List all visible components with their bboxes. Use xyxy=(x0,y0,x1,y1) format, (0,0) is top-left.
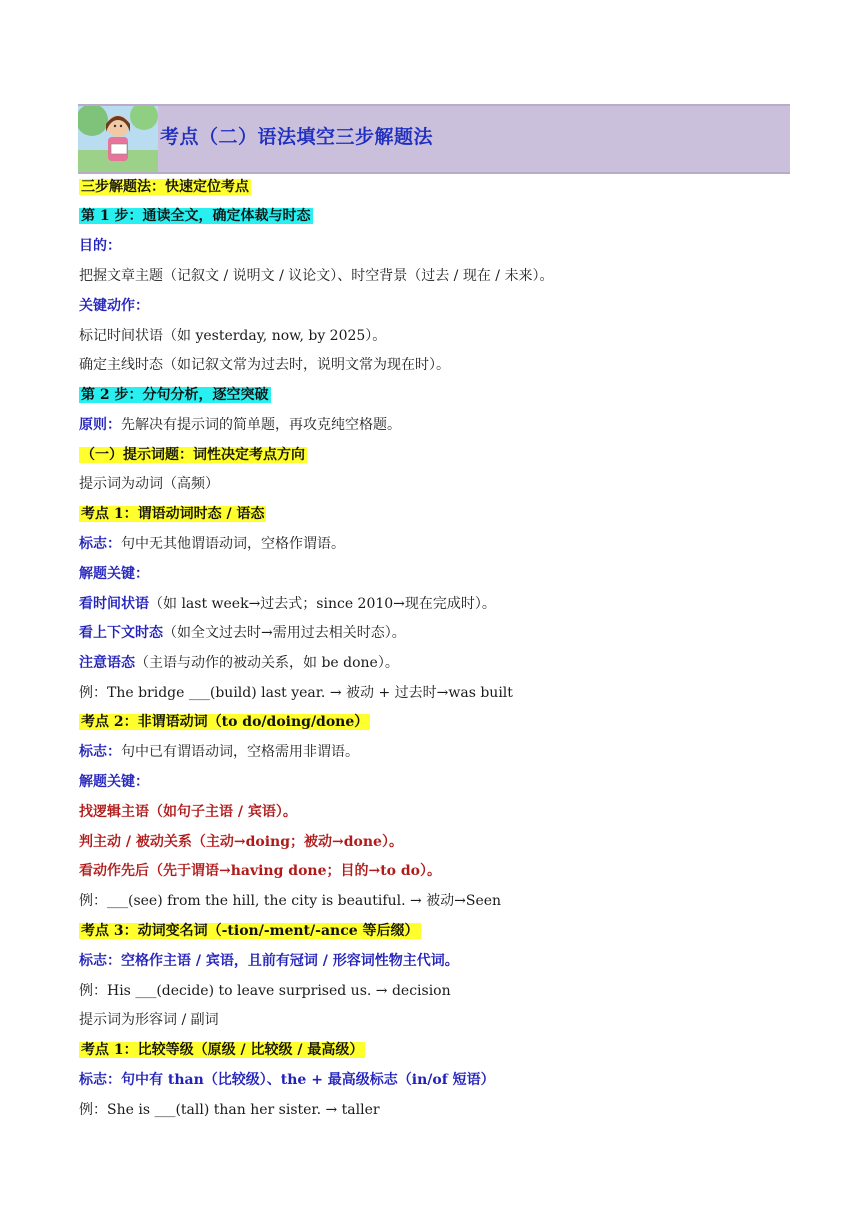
step-2-heading: 第 2 步：分句分析，逐空突破 xyxy=(81,387,269,403)
principle-label: 原则： xyxy=(79,417,121,433)
label-line xyxy=(79,236,121,256)
section-heading xyxy=(79,177,251,197)
point-2-heading: 考点 2：非谓语动词（to do/doing/done） xyxy=(81,714,369,730)
step-1-heading: 第 1 步：通读全文，确定体裁与时态 xyxy=(81,208,311,224)
point-1-heading: 考点 1：谓语动词时态 / 语态 xyxy=(81,506,265,522)
body-text: 提示词为动词（高频） xyxy=(79,476,219,492)
key-item xyxy=(79,594,496,614)
key-item xyxy=(79,623,406,643)
solving-key-label: 解题关键： xyxy=(79,566,149,582)
body-text: 确定主线时态（如记叙文常为过去时，说明文常为现在时）。 xyxy=(79,357,450,373)
hint-word-heading: （一）提示词题：词性决定考点方向 xyxy=(81,447,305,463)
marker-line xyxy=(79,534,345,554)
point-3-heading: 考点 3：动词变名词（-tion/-ment/-ance 等后缀） xyxy=(81,923,419,939)
example-line: 例：The bridge ___(build) last year. → 被动 + 过去时→was built xyxy=(79,685,513,701)
marker-text: 句中无其他谓语动词，空格作谓语。 xyxy=(121,536,345,552)
example-line: 例：His ___(decide) to leave surprised us. → decision xyxy=(79,983,451,999)
label-line xyxy=(79,296,149,316)
key-item-label: 注意语态 xyxy=(79,655,135,671)
point-heading xyxy=(79,504,266,524)
body-text: 提示词为形容词 / 副词 xyxy=(79,1012,219,1028)
key-action-label: 关键动作： xyxy=(79,298,149,314)
marker-line: 标志：空格作主语 / 宾语，且前有冠词 / 形容词性物主代词。 xyxy=(79,953,459,969)
solving-key-label: 解题关键： xyxy=(79,774,149,790)
title-banner xyxy=(78,104,790,174)
key-item: 找逻辑主语（如句子主语 / 宾语）。 xyxy=(79,804,297,820)
point-heading xyxy=(79,712,370,732)
label-line xyxy=(79,772,149,792)
point-heading xyxy=(79,1040,365,1060)
key-item-label: 看时间状语 xyxy=(79,596,149,612)
marker-text: 句中已有谓语动词，空格需用非谓语。 xyxy=(121,744,359,760)
key-item-text: （如 last week→过去式；since 2010→现在完成时）。 xyxy=(149,596,496,612)
principle-text: 先解决有提示词的简单题，再攻克纯空格题。 xyxy=(121,417,401,433)
label-line xyxy=(79,564,149,584)
purpose-label: 目的： xyxy=(79,238,121,254)
marker-label: 标志： xyxy=(79,536,121,552)
method-heading: 三步解题法：快速定位考点 xyxy=(81,179,249,195)
marker-line: 标志：句中有 than（比较级）、the + 最高级标志（in/of 短语） xyxy=(79,1072,495,1088)
example-line: 例：She is ___(tall) than her sister. → taller xyxy=(79,1102,380,1118)
key-item xyxy=(79,653,399,673)
marker-line xyxy=(79,742,359,762)
principle-line xyxy=(79,415,401,435)
key-item: 看动作先后（先于谓语→having done；目的→to do）。 xyxy=(79,863,442,879)
key-item: 判主动 / 被动关系（主动→doing；被动→done）。 xyxy=(79,834,403,850)
page-title: 考点（二）语法填空三步解题法 xyxy=(160,126,434,148)
key-item-text: （如全文过去时→需用过去相关时态）。 xyxy=(163,625,406,641)
girl-reading-illustration-icon xyxy=(78,106,158,172)
step-heading xyxy=(79,385,271,405)
subsection-heading xyxy=(79,445,307,465)
point-heading xyxy=(79,921,421,941)
key-item-text: （主语与动作的被动关系，如 be done）。 xyxy=(135,655,399,671)
body-text: 把握文章主题（记叙文 / 说明文 / 议论文）、时空背景（过去 / 现在 / 未来）。 xyxy=(79,268,554,284)
example-line: 例：___(see) from the hill, the city is beautiful. → 被动→Seen xyxy=(79,893,502,909)
key-item-label: 看上下文时态 xyxy=(79,625,163,641)
step-heading xyxy=(79,206,313,226)
comparison-point-heading: 考点 1：比较等级（原级 / 比较级 / 最高级） xyxy=(81,1042,364,1058)
marker-label: 标志： xyxy=(79,744,121,760)
body-text: 标记时间状语（如 yesterday, now, by 2025）。 xyxy=(79,328,387,344)
